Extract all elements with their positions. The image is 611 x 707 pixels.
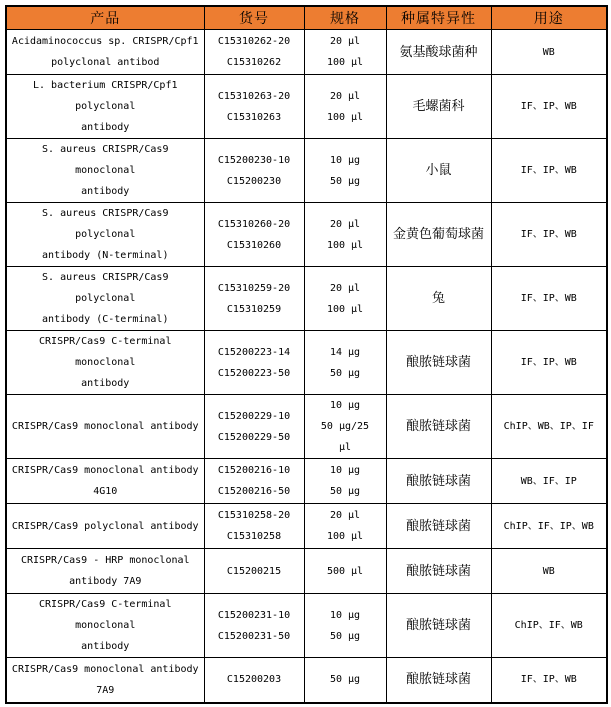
catalog-number-cell [204,504,304,549]
product-cell [6,267,204,331]
species-cell-line: 酿脓链球菌 [405,518,471,534]
species-cell-line: 金黄色葡萄球菌 [392,227,484,242]
catalog-number-cell [204,658,304,703]
product-cell-line: Acidaminococcus sp. CRISPR/Cpf1 [11,36,199,47]
spec-cell-line: 50 μg [329,367,361,379]
catalog-number-cell-line: C15310262 [226,57,282,68]
species-cell [386,395,491,459]
catalog-number-cell-line: C15200231-10 [217,609,291,621]
column-header-usage: 用途 [491,6,607,30]
spec-cell-line: 100 μl [326,303,364,315]
species-cell-line: 酿脓链球菌 [405,473,471,489]
usage-cell [491,504,607,549]
product-cell-line: S. aureus CRISPR/Cas9 [42,208,169,219]
species-cell-line: 酿脓链球菌 [405,419,471,434]
usage-cell-line: WB、IF、IP [520,475,577,487]
product-cell-line: antibody (C-terminal) [42,314,169,325]
usage-cell [491,331,607,395]
species-cell [386,139,491,203]
spec-cell [304,504,386,549]
species-cell [386,658,491,703]
spec-cell [304,75,386,139]
spec-cell-line: 50 μg [329,486,361,497]
usage-cell [491,267,607,331]
species-cell-line: 小鼠 [425,163,452,178]
spec-cell-line: 100 μl [326,111,364,123]
species-cell-line: 毛螺菌科 [412,99,465,114]
catalog-number-cell-line: C15200223-50 [217,367,291,379]
usage-cell [491,30,607,75]
usage-cell-line: WB [542,46,555,58]
usage-cell-line: IF、IP、WB [520,101,577,112]
table-row [6,75,607,139]
catalog-number-cell-line: C15310260-20 [217,218,291,230]
column-header-spec: 规格 [304,6,386,30]
table-row [6,331,607,395]
spec-cell-line: μl [338,442,352,453]
product-cell-line: monoclonal [75,165,136,176]
product-cell-line: CRISPR/Cas9 monoclonal antibody [11,663,199,675]
catalog-number-cell [204,203,304,267]
species-cell [386,267,491,331]
table-row [6,395,607,459]
usage-cell [491,203,607,267]
catalog-number-cell [204,75,304,139]
table-body [6,30,607,703]
product-cell [6,203,204,267]
spec-cell [304,549,386,594]
product-cell-line: monoclonal [75,620,136,631]
species-cell [386,331,491,395]
catalog-number-cell [204,267,304,331]
product-cell-line: CRISPR/Cas9 C-terminal [39,599,172,610]
spec-cell [304,267,386,331]
catalog-number-cell [204,30,304,75]
spec-cell-line: 50 μg [329,630,361,642]
spec-cell [304,331,386,395]
spec-cell [304,594,386,658]
usage-cell-line: ChIP、IF、IP、WB [503,520,594,532]
product-cell-line: polyclonal [75,229,136,240]
species-cell [386,459,491,504]
species-cell [386,75,491,139]
product-cell-line: antibody (N-terminal) [42,250,169,261]
spec-cell-line: 10 μg [329,154,361,166]
spec-cell [304,658,386,703]
product-cell-line: polyclonal [75,293,136,304]
spec-cell [304,139,386,203]
product-cell-line: CRISPR/Cas9 monoclonal antibody [11,465,199,476]
catalog-number-cell-line: C15310263-20 [217,90,291,102]
catalog-number-cell-line: C15200216-10 [217,465,291,476]
catalog-number-cell-line: C15310258-20 [217,510,291,521]
product-cell [6,331,204,395]
species-cell [386,203,491,267]
usage-cell [491,459,607,504]
catalog-number-cell-line: C15310260 [226,239,282,251]
spec-cell-line: 50 μg [329,674,361,686]
product-cell-line: monoclonal [75,357,136,368]
usage-cell [491,594,607,658]
product-cell-line: 7A9 [96,684,115,696]
table-row [6,658,607,703]
catalog-number-cell-line: C15200231-50 [217,630,291,642]
spec-cell [304,395,386,459]
spec-cell-line: 50 μg/25 [320,421,370,432]
spec-cell [304,203,386,267]
usage-cell [491,395,607,459]
table-row [6,459,607,504]
species-cell [386,30,491,75]
product-cell [6,658,204,703]
table-row [6,203,607,267]
catalog-number-cell-line: C15310259-20 [217,282,291,294]
product-cell-line: antibody [81,122,130,133]
column-header-product: 产品 [6,6,204,30]
catalog-number-cell [204,395,304,459]
table-row [6,504,607,549]
usage-cell-line: ChIP、IF、WB [514,620,583,631]
catalog-number-cell-line: C15200230 [226,175,282,187]
product-cell [6,30,204,75]
product-cell-line: polyclonal [75,101,136,112]
catalog-number-cell [204,459,304,504]
spec-cell-line: 20 μl [329,510,361,521]
spec-cell-line: 500 μl [326,565,364,577]
product-cell-line: CRISPR/Cas9 - HRP monoclonal [20,555,190,566]
catalog-number-cell-line: C15200216-50 [217,486,291,497]
spec-cell-line: 10 μg [329,609,361,621]
product-cell-line: CRISPR/Cas9 monoclonal antibody [11,421,199,432]
table-row [6,139,607,203]
species-cell [386,594,491,658]
spec-cell-line: 20 μl [329,36,361,47]
spec-cell [304,459,386,504]
product-cell [6,594,204,658]
table-row [6,30,607,75]
species-cell-line: 酿脓链球菌 [405,355,471,370]
catalog-number-cell-line: C15200223-14 [217,346,291,358]
catalog-number-cell [204,594,304,658]
usage-cell [491,549,607,594]
catalog-number-cell [204,549,304,594]
usage-cell [491,75,607,139]
spec-cell-line: 100 μl [326,57,364,68]
spec-cell-line: 14 μg [329,346,361,358]
catalog-number-cell-line: C15200215 [226,565,282,577]
product-cell-line: S. aureus CRISPR/Cas9 [42,144,169,155]
usage-cell-line: IF、IP、WB [520,229,577,240]
species-cell-line: 酿脓链球菌 [405,563,471,579]
antibody-product-table [5,5,608,704]
species-cell-line: 酿脓链球菌 [405,672,471,688]
catalog-number-cell-line: C15310263 [226,111,282,123]
species-cell [386,504,491,549]
usage-cell-line: IF、IP、WB [520,674,577,686]
spec-cell-line: 10 μg [329,465,361,476]
catalog-number-cell [204,331,304,395]
spec-cell-line: 20 μl [329,218,361,230]
spec-cell-line: 10 μg [329,400,361,411]
catalog-number-cell-line: C15200229-10 [217,410,291,422]
product-cell-line: antibody [81,641,130,652]
spec-cell-line: 100 μl [326,531,364,542]
product-cell [6,75,204,139]
catalog-number-cell-line: C15200230-10 [217,154,291,166]
species-cell-line: 氨基酸球菌种 [399,44,478,60]
product-cell-line: antibody [81,378,130,389]
spec-cell-line: 20 μl [329,90,361,102]
spec-cell-line: 20 μl [329,282,361,294]
product-cell [6,459,204,504]
product-cell-line: antibody [81,186,130,197]
product-cell [6,504,204,549]
table-row [6,549,607,594]
table-row [6,267,607,331]
catalog-number-cell-line: C15200203 [226,674,282,686]
usage-cell [491,658,607,703]
column-header-catalog: 货号 [204,6,304,30]
usage-cell-line: IF、IP、WB [520,165,577,176]
product-cell-line: polyclonal antibod [51,57,160,68]
header-row [6,6,607,30]
catalog-number-cell [204,139,304,203]
product-cell-line: S. aureus CRISPR/Cas9 [42,272,169,283]
species-cell [386,549,491,594]
spec-cell-line: 50 μg [329,175,361,187]
product-cell [6,395,204,459]
catalog-number-cell-line: C15310262-20 [217,36,291,47]
usage-cell-line: WB [542,565,555,577]
product-cell-line: 4G10 [93,486,118,497]
catalog-number-cell-line: C15310259 [226,303,282,315]
product-cell [6,549,204,594]
catalog-number-cell-line: C15200229-50 [217,431,291,443]
species-cell-line: 酿脓链球菌 [405,618,471,633]
product-cell-line: L. bacterium CRISPR/Cpf1 [33,80,178,91]
catalog-number-cell-line: C15310258 [226,531,282,542]
spec-cell [304,30,386,75]
column-header-species: 种属特异性 [386,6,491,30]
product-cell-line: CRISPR/Cas9 C-terminal [39,336,172,347]
table-row [6,594,607,658]
product-cell-line: antibody 7A9 [69,576,142,587]
product-cell [6,139,204,203]
usage-cell [491,139,607,203]
product-cell-line: CRISPR/Cas9 polyclonal antibody [11,520,199,532]
usage-cell-line: IF、IP、WB [520,357,577,368]
spec-cell-line: 100 μl [326,239,364,251]
usage-cell-line: ChIP、WB、IP、IF [503,421,594,432]
usage-cell-line: IF、IP、WB [520,293,577,304]
species-cell-line: 兔 [431,291,445,306]
